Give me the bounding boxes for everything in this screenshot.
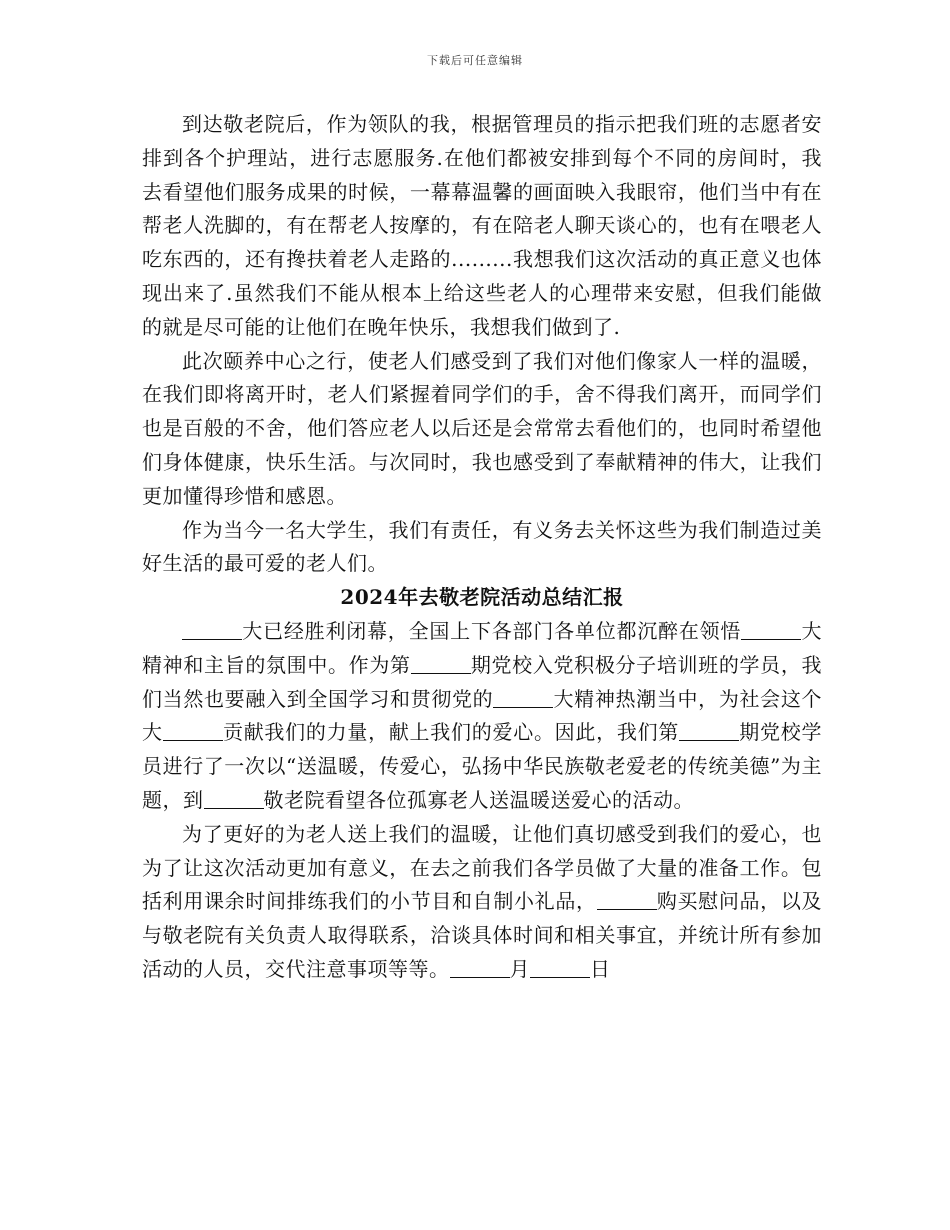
fill-blank xyxy=(741,619,801,640)
document-body xyxy=(142,108,822,987)
fill-blank xyxy=(182,619,242,640)
fill-blank xyxy=(450,957,510,978)
paragraph-4-text-3: 期党校入党积极分子培训班的学员，我们当然也要融入到全国学习和贯彻党的 xyxy=(142,652,823,711)
paragraph-3: 作为当今一名大学生，我们有责任，有义务去关怀这些为我们制造过美好生活的最可爱的老人们。 xyxy=(142,517,822,576)
fill-blank xyxy=(411,653,471,674)
paragraph-4-text-4: 大精神热潮当中，为社会这个大 xyxy=(142,686,823,745)
paragraph-2: 此次颐养中心之行，使老人们感受到了我们对他们像家人一样的温暖，在我们即将离开时，老人们紧握着同学们的手，舍不得我们离开，而同学们也是百般的不舍，他们答应老人以后还是会常常去看他们的，也同时希望他们身体健康，快乐生活。与次同时，我也感受到了奉献精神的伟大，让我们更加懂得珍惜和感恩。 xyxy=(142,348,822,508)
paragraph-4-text-2: 大精神和主旨的氛围中。作为第 xyxy=(142,618,823,677)
section-title: 2024年去敬老院活动总结汇报 xyxy=(340,585,624,610)
paragraph-5 xyxy=(142,818,822,987)
fill-blank xyxy=(204,788,264,809)
fill-blank xyxy=(163,720,223,741)
paragraph-5-text-2: 购买慰问品，以及与敬老院有关负责人取得联系，洽谈具体时间和相关事宜，并统计所有参加活动的人员，交代注意事项等等。 xyxy=(142,889,823,981)
paragraph-1: 到达敬老院后，作为领队的我，根据管理员的指示把我们班的志愿者安排到各个护理站，进行志愿服务.在他们都被安排到每个不同的房间时，我去看望他们服务成果的时候，一幕幕温馨的画面映入我眼帘，他们当中有在帮老人洗脚的，有在帮老人按摩的，有在陪老人聊天谈心的，也有在喂老人吃东西的，还有搀扶着老人走路的.........我想我们这次活动的真正意义也体现出来了.虽然我们不能从根本上给这些老人的心理带来安慰，但我们能做的就是尽可能的让他们在晚年快乐，我想我们做到了. xyxy=(142,112,822,339)
fill-blank xyxy=(679,720,739,741)
page-header-note: 下载后可任意编辑 xyxy=(427,54,523,67)
fill-blank xyxy=(493,687,553,708)
paragraph-4-text-6: 期党校学员进行了一次以“送温暖，传爱心，弘扬中华民族敬老爱老的传统美德”为主题，到 xyxy=(142,720,823,812)
paragraph-4-text-7: 敬老院看望各位孤寡老人送温暖送爱心的活动。 xyxy=(263,787,694,812)
paragraph-4-text-5: 贡献我们的力量，献上我们的爱心。因此，我们第 xyxy=(222,720,680,745)
fill-blank xyxy=(597,889,657,910)
paragraph-5-text-1: 为了更好的为老人送上我们的温暖，让他们真切感受到我们的爱心，也为了让这次活动更加有意义，在去之前我们各学员做了大量的准备工作。包括利用课余时间排练我们的小节目和自制小礼品， xyxy=(142,821,822,914)
paragraph-4-text-1: 大已经胜利闭幕，全国上下各部门各单位都沉醉在领悟 xyxy=(242,618,742,643)
paragraph-5-text-4: 日 xyxy=(590,956,611,981)
paragraph-4 xyxy=(142,615,822,818)
paragraph-5-text-3: 月 xyxy=(509,956,530,981)
fill-blank xyxy=(530,957,590,978)
